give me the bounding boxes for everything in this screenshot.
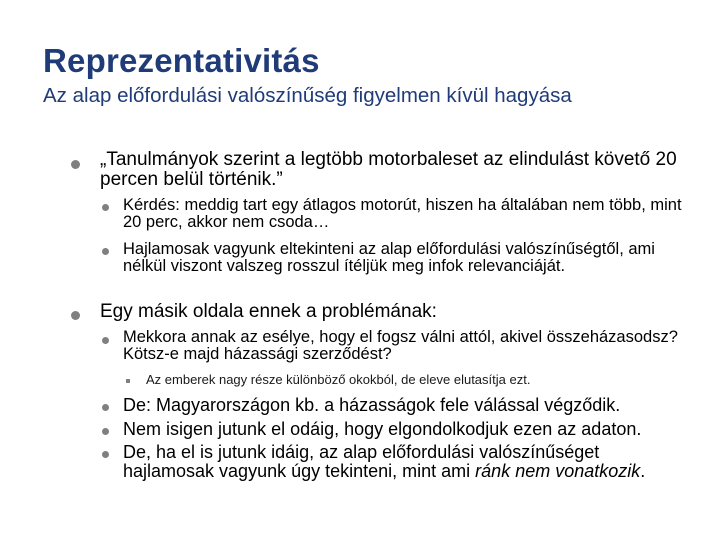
bullet-dot-icon [102,204,109,211]
bullet-dot-icon [102,337,109,344]
bullet-alap-text: De, ha el is jutunk idáig, az alap előfordulási valószínűséget hajlamosak vagyunk úgy tekinteni, mint ami [123,442,600,482]
bullet-kerdes: Kérdés: meddig tart egy átlagos motorút, hiszen ha általában nem több, mint 20 perc, akkor nem csoda… [123,196,682,232]
bullet-magyarorszagon: De: Magyarországon kb. a házasságok fele válással végződik. [123,395,621,415]
bullet-dot-icon [102,248,109,255]
bullet-dot-icon [102,428,109,435]
bullet-emberek: Az emberek nagy része különböző okokból, de eleve elutasítja ezt. [146,372,531,387]
bullet-square-icon [126,379,130,383]
bullet-nem-isigen: Nem isigen jutunk el odáig, hogy elgondolkodjuk ezen az adaton. [123,419,642,439]
bullet-alap-valoszinuseg [123,443,693,481]
slide-title: Reprezentativitás [43,42,320,79]
bullet-dot-icon [71,160,80,169]
bullet-motorbaleset: „Tanulmányok szerint a legtöbb motorbaleset az elindulást követő 20 percen belül történik.” [100,149,677,191]
bullet-dot-icon [102,404,109,411]
bullet-mekkora: Mekkora annak az esélye, hogy el fogsz válni attól, akivel összeházasodsz? Kötsz-e majd házassági szerződést? [123,328,678,364]
bullet-masik-oldala: Egy másik oldala ennek a problémának: [100,301,437,322]
slide-subtitle: Az alap előfordulási valószínűség figyelmen kívül hagyása [43,84,572,107]
bullet-alap-end: . [640,461,646,482]
bullet-alap-italic: ránk nem vonatkozik [475,461,641,482]
bullet-dot-icon [102,451,109,458]
bullet-dot-icon [71,311,80,320]
bullet-hajlamosak: Hajlamosak vagyunk eltekinteni az alap előfordulási valószínűségtől, ami nélkül viszont valszeg rosszul ítéljük meg infok relevanciáját. [123,240,655,276]
